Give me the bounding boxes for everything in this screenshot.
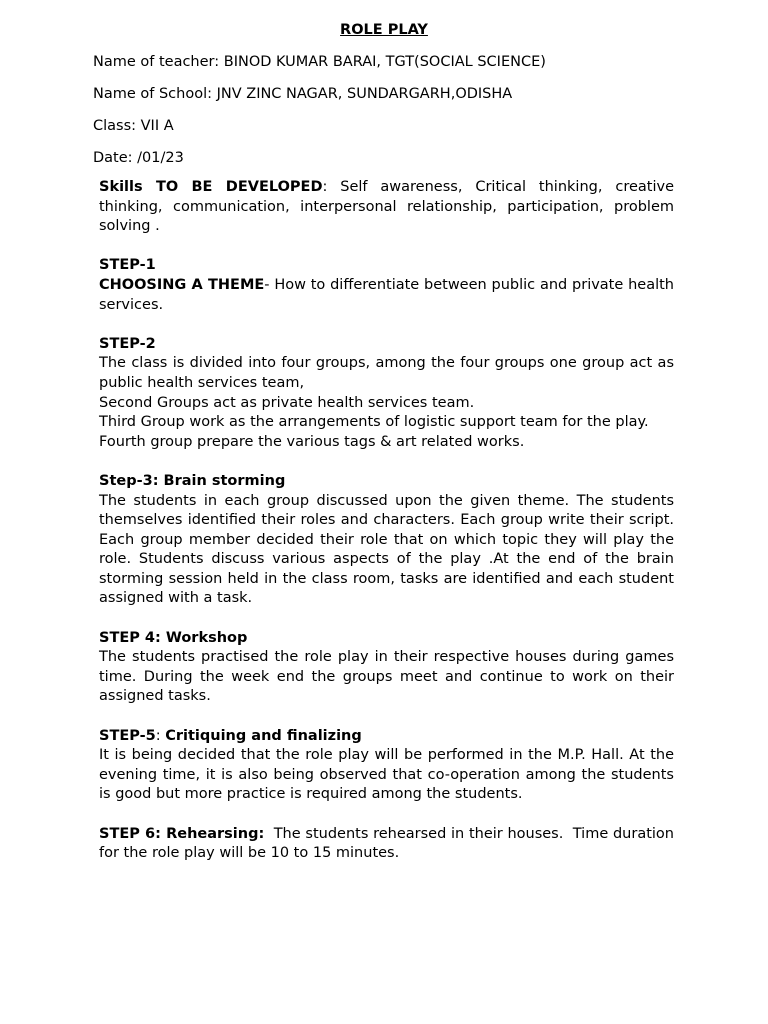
step3-paragraph: The students in each group discussed upon the given theme. The students themselves identified their roles and characters. Each group write their script. Each group member decided their role that on which topic they will play the role. Students discuss various aspects of the play .At the end of the brain storming session held in the class room, tasks are identified and each student assigned with a task.	[99, 492, 674, 607]
step1-heading: STEP-1	[99, 257, 156, 274]
step4-heading: STEP 4: Workshop	[99, 629, 248, 646]
page-title: ROLE PLAY	[340, 22, 428, 38]
step5-title: Critiquing and finalizing	[165, 727, 362, 744]
step2-heading: STEP-2	[99, 335, 156, 352]
step5-heading	[99, 727, 674, 747]
step5-paragraph: It is being decided that the role play will be performed in the M.P. Hall. At the evening time, it is also being observed that co-operation among the students is good but more practice is required among the students.	[99, 747, 674, 803]
step1-paragraph	[99, 276, 674, 315]
step6-label: STEP 6: Rehearsing:	[99, 825, 265, 842]
class-line: Class: VII A	[93, 118, 174, 134]
skills-paragraph	[99, 178, 674, 237]
document-body	[99, 178, 679, 864]
school-name: Name of School: JNV ZINC NAGAR, SUNDARGARH,ODISHA	[93, 86, 513, 102]
step1-text: - How to differentiate between public and private health services.	[99, 276, 674, 313]
step6-paragraph	[99, 825, 679, 864]
step5-separator: :	[155, 727, 166, 744]
step2-line-1: The class is divided into four groups, among the four groups one group act as public health services team,	[99, 355, 674, 391]
skills-text: : Self awareness, Critical thinking, creative thinking, communication, interpersonal relationship, participation, problem solving .	[99, 179, 674, 235]
step2-line-3: Third Group work as the arrangements of logistic support team for the play.	[99, 414, 649, 431]
step4-paragraph: The students practised the role play in their respective houses during games time. During the week end the groups meet and continue to work on their assigned tasks.	[99, 649, 674, 705]
step2-line-4: Fourth group prepare the various tags & art related works.	[99, 433, 525, 450]
step6-text: The students rehearsed in their houses. Time duration for the role play will be 10 to 15 minutes.	[99, 825, 679, 862]
teacher-name: Name of teacher: BINOD KUMAR BARAI, TGT(SOCIAL SCIENCE)	[93, 54, 546, 70]
date-line: Date: /01/23	[93, 150, 184, 166]
step1-label: CHOOSING A THEME	[99, 276, 265, 293]
step5-label: STEP-5	[99, 727, 156, 744]
skills-label: Skills TO BE DEVELOPED	[99, 179, 323, 195]
step2-line-2: Second Groups act as private health services team.	[99, 394, 475, 411]
step3-heading: Step-3: Brain storming	[99, 472, 286, 489]
